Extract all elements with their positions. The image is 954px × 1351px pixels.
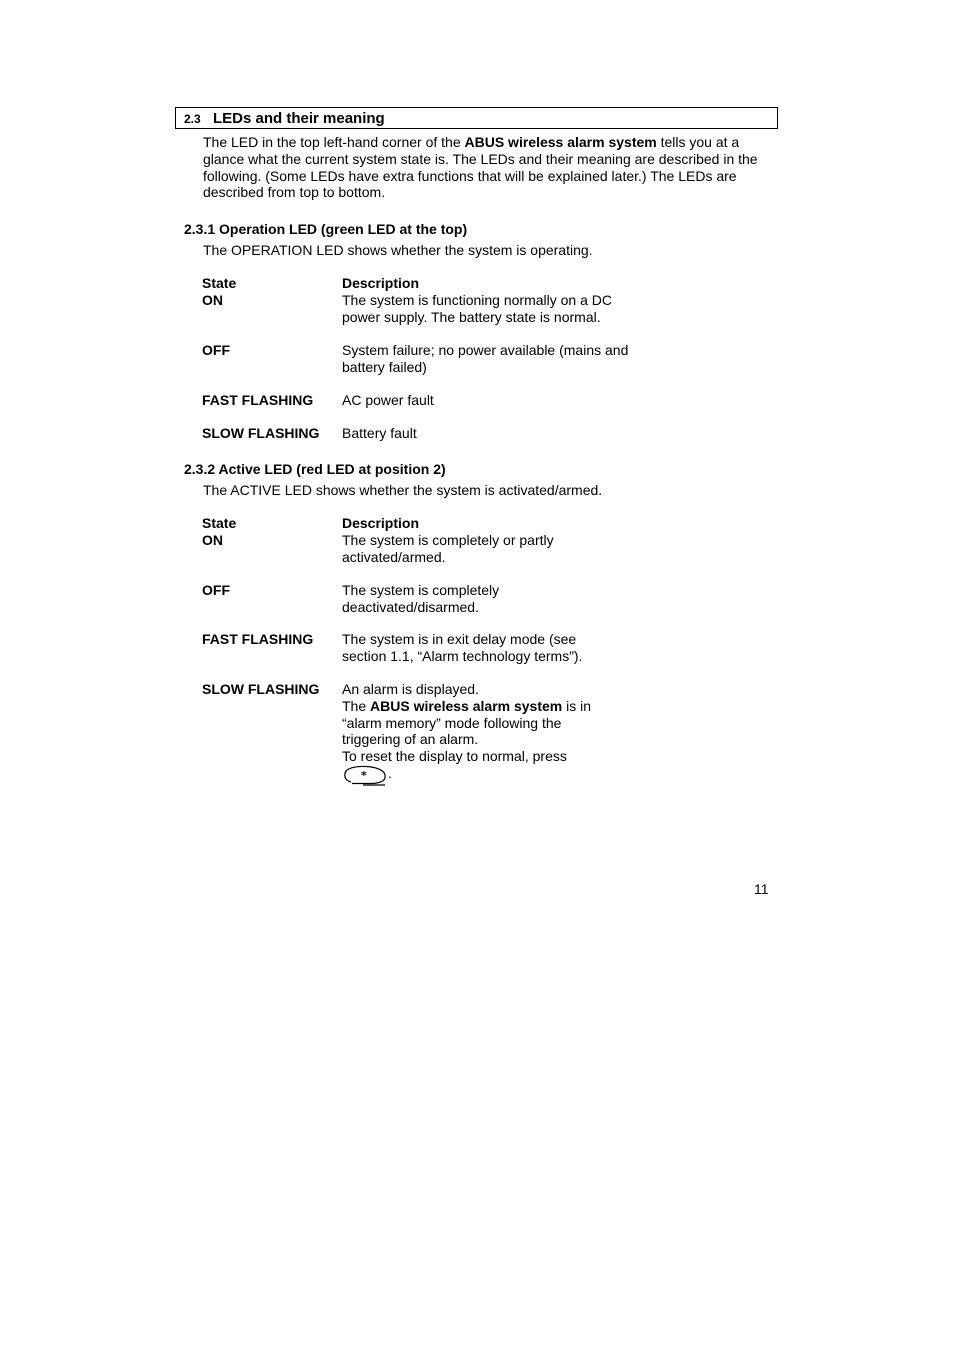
state-description: The system is completely deactivated/disarmed.	[342, 582, 500, 615]
active-led-heading: 2.3.2 Active LED (red LED at position 2)	[184, 461, 446, 477]
svg-text:*: *	[361, 768, 367, 782]
state-description: The system is completely or partly activated/armed.	[342, 532, 554, 565]
state-label: ON	[202, 292, 223, 308]
state-description: Battery fault	[342, 425, 417, 441]
page-number: 11	[754, 881, 769, 897]
state-label: FAST FLASHING	[202, 631, 314, 647]
state-label: ON	[202, 532, 223, 548]
state-description: System failure; no power available (mains and battery failed)	[342, 342, 629, 375]
star-key-icon	[342, 765, 388, 791]
section-header	[175, 107, 778, 129]
brand-name: ABUS wireless alarm system	[370, 697, 563, 714]
state-column-header: State	[202, 515, 237, 531]
state-label: OFF	[202, 582, 230, 598]
operation-led-heading: 2.3.1 Operation LED (green LED at the top)	[184, 221, 468, 237]
state-column-header: State	[202, 275, 237, 291]
state-description: The system is in exit delay mode (see section 1.1, “Alarm technology terms”).	[342, 631, 583, 664]
description-column-header: Description	[342, 275, 420, 291]
state-label: OFF	[202, 342, 230, 358]
description-column-header: Description	[342, 515, 420, 531]
state-description: The system is functioning normally on a DC power supply. The battery state is normal.	[342, 292, 612, 325]
state-label: SLOW FLASHING	[202, 425, 320, 441]
state-label: SLOW FLASHING	[202, 681, 320, 697]
state-label: FAST FLASHING	[202, 392, 314, 408]
state-description: AC power fault	[342, 392, 434, 408]
operation-led-intro: The OPERATION LED shows whether the system is operating.	[203, 242, 593, 258]
brand-name: ABUS wireless alarm system	[464, 134, 657, 150]
active-led-intro: The ACTIVE LED shows whether the system is activated/armed.	[203, 482, 603, 498]
section-number: 2.3	[184, 112, 201, 126]
intro-paragraph: The LED in the top left-hand corner of the ABUS wireless alarm system tells you at a glance what the current system state is. The LEDs and their meaning are described in the following. (Some LEDs have extra functions that will be explained later.) The LEDs are described from top to bottom.	[203, 134, 758, 201]
state-description: An alarm is displayed. The ABUS wireless alarm system is in “alarm memory” mode following the triggering of an alarm. To reset the display to normal, press * .	[342, 681, 612, 791]
section-title: LEDs and their meaning	[213, 110, 385, 127]
